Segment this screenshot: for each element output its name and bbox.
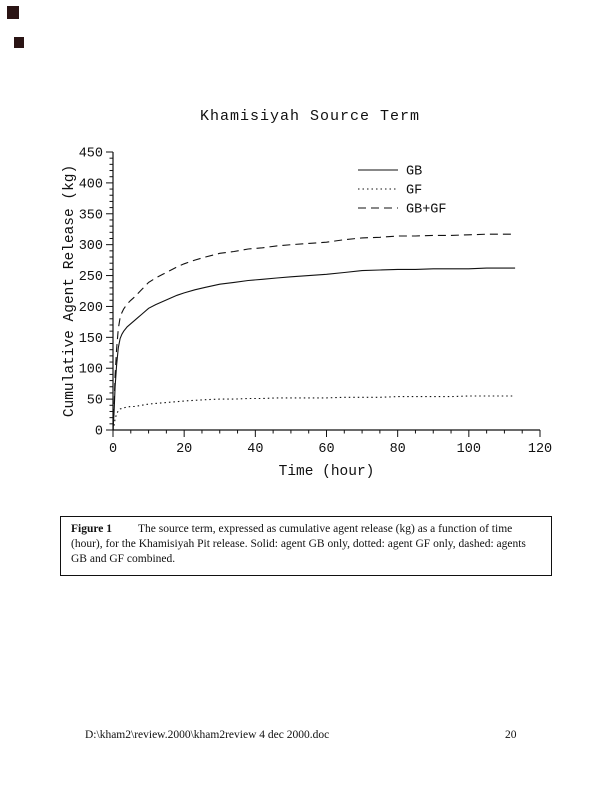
x-axis-label: Time (hour) — [278, 464, 375, 480]
y-tick-label: 250 — [78, 270, 103, 286]
figure-caption-box — [60, 516, 552, 576]
x-tick-label: 20 — [176, 442, 193, 457]
y-tick-label: 100 — [78, 362, 103, 378]
y-tick-label: 300 — [78, 239, 103, 255]
scan-artifact — [14, 37, 24, 48]
figure-caption-label: Figure 1 — [71, 523, 112, 535]
y-tick-label: 50 — [86, 393, 103, 409]
series-GF — [113, 396, 515, 430]
legend-label-GB+GF: GB+GF — [406, 202, 447, 218]
scan-artifact — [7, 6, 19, 19]
y-tick-label: 400 — [78, 177, 103, 193]
footer-page-number: 20 — [505, 729, 517, 741]
x-tick-label: 0 — [108, 442, 118, 457]
x-tick-label: 120 — [527, 442, 553, 457]
footer-file-path: D:\kham2\review.2000\kham2review 4 dec 2000.doc — [85, 729, 330, 741]
x-tick-label: 40 — [247, 442, 264, 457]
line-chart-svg — [60, 140, 560, 485]
x-tick-label: 60 — [318, 442, 335, 457]
y-tick-label: 200 — [78, 300, 103, 316]
legend-label-GF: GF — [406, 183, 423, 199]
y-tick-label: 0 — [94, 424, 103, 440]
chart — [60, 140, 560, 485]
series-GB — [113, 268, 515, 430]
y-tick-label: 450 — [78, 146, 103, 162]
y-axis-label: Cumulative Agent Release (kg) — [62, 164, 78, 418]
y-tick-label: 150 — [78, 331, 103, 347]
chart-title: Khamisiyah Source Term — [199, 108, 421, 125]
legend-label-GB: GB — [406, 164, 423, 180]
y-tick-label: 350 — [78, 208, 103, 224]
series-GB+GF — [113, 234, 515, 430]
x-tick-label: 80 — [389, 442, 406, 457]
x-tick-label: 100 — [456, 442, 481, 457]
figure-caption-text: The source term, expressed as cumulative agent release (kg) as a function of time (hour), for the Khamisiyah Pit release. Solid: agent GB only, dotted: agent GF only, dashed: agents GB and GF combined. — [71, 523, 526, 566]
